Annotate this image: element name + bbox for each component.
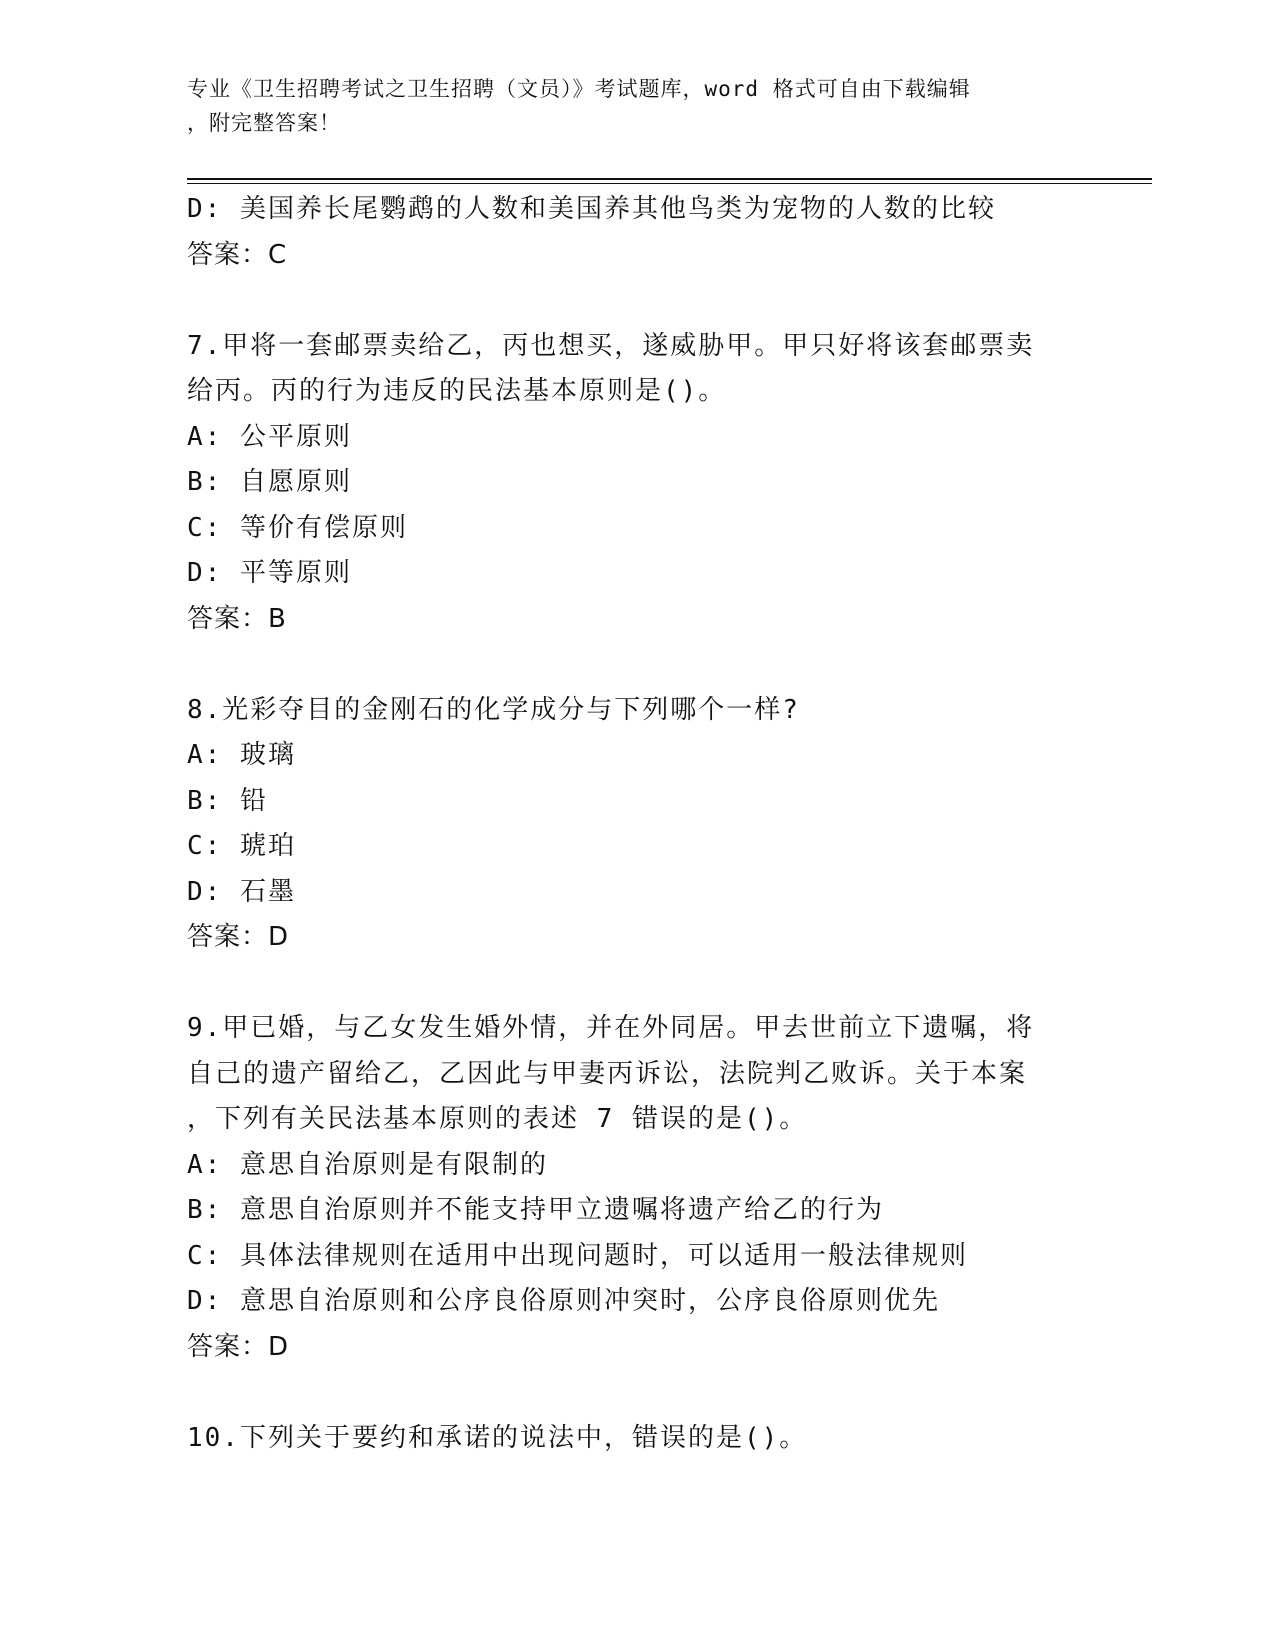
header-line-1: 专业《卫生招聘考试之卫生招聘（文员）》考试题库，word 格式可自由下载编辑 [187, 77, 971, 101]
q8-option-a: A: 玻璃 [187, 740, 296, 770]
q10-text-line-1: 10.下列关于要约和承诺的说法中，错误的是()。 [187, 1422, 808, 1453]
q9-text-line-1: 9.甲已婚，与乙女发生婚外情，并在外同居。甲去世前立下遗嘱，将 [187, 1013, 1035, 1043]
q7-option-a: A: 公平原则 [187, 421, 352, 452]
q7-answer: 答案：B [187, 603, 287, 634]
q9-option-d: D: 意思自治原则和公序良俗原则冲突时，公序良俗原则优先 [187, 1286, 940, 1316]
prev-option-d: D: 美国养长尾鹦鹉的人数和美国养其他鸟类为宠物的人数的比较 [187, 194, 996, 224]
q7-text-line-2: 给丙。丙的行为违反的民法基本原则是()。 [187, 376, 727, 406]
q9-option-c: C: 具体法律规则在适用中出现问题时，可以适用一般法律规则 [187, 1240, 968, 1271]
spacer [187, 278, 1087, 324]
q8-text-line-1: 8.光彩夺目的金刚石的化学成分与下列哪个一样? [187, 694, 800, 725]
prev-answer: 答案：C [187, 239, 288, 270]
question-list [187, 187, 1087, 1461]
q8-option-d: D: 石墨 [187, 876, 296, 907]
q8-option-c: C: 琥珀 [187, 831, 296, 861]
page-header [187, 72, 1067, 140]
q8-answer: 答案：D [187, 922, 290, 952]
spacer [187, 642, 1087, 688]
q9-text-line-2: 自己的遗产留给乙，乙因此与甲妻丙诉讼，法院判乙败诉。关于本案 [187, 1058, 1028, 1089]
q7-option-d: D: 平等原则 [187, 558, 352, 588]
spacer [187, 1370, 1087, 1416]
spacer [187, 961, 1087, 1007]
header-rule-thin [187, 183, 1152, 184]
q7-option-b: B: 自愿原则 [187, 467, 352, 497]
header-line-2: ，附完整答案！ [187, 111, 341, 135]
q7-option-c: C: 等价有偿原则 [187, 512, 408, 543]
q9-answer: 答案：D [187, 1331, 290, 1362]
q9-option-b: B: 意思自治原则并不能支持甲立遗嘱将遗产给乙的行为 [187, 1195, 884, 1225]
q9-text-line-3: ，下列有关民法基本原则的表述 7 错误的是()。 [187, 1104, 808, 1134]
q8-option-b: B: 铅 [187, 785, 268, 816]
q7-text-line-1: 7.甲将一套邮票卖给乙，丙也想买，遂威胁甲。甲只好将该套邮票卖 [187, 330, 1035, 361]
header-rule-thick [187, 178, 1152, 180]
q9-option-a: A: 意思自治原则是有限制的 [187, 1149, 548, 1180]
